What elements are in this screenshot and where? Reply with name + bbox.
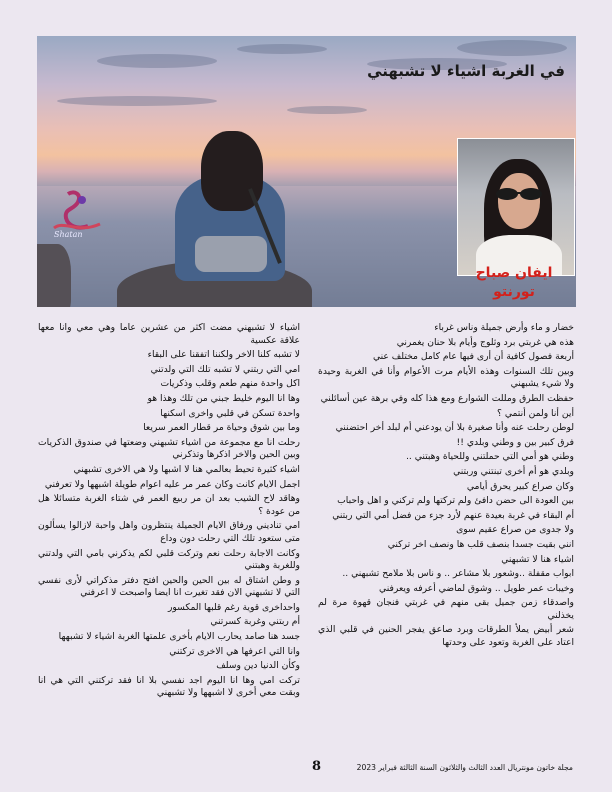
paragraph: أين أنا ولمن أنتمي ؟: [497, 407, 574, 419]
paragraph: واصدقاء زمن جميل بقى منهم في غربتي فنجان قهوة مرة لم يخذلني: [318, 597, 574, 621]
paragraph: امي التي ربتني لا تشبه تلك التي ولدتني: [150, 363, 300, 375]
paragraph: واحدة تسكن في قلبي واخرى اسكنها: [160, 407, 300, 419]
paragraph: وخيبات عمر طويل .. وشوق لماضي أعرفه ويعرفني: [379, 582, 574, 594]
paragraph: بين العودة الى حضن دافئ ولم تركتها ولم تركني و اهل واحباب: [337, 495, 574, 507]
paragraph: أم ربتني وغربة كسرتني: [210, 616, 300, 628]
paragraph: أربعة فصول كافية أن أرى فيها عام كامل مختلف عني: [372, 351, 574, 363]
paragraph: وطني هو أمي التي حملتني وللحياة وهبتني ..: [405, 451, 574, 463]
paragraph: وها انا اليوم خليط جبني من تلك وهذا هو: [147, 392, 300, 404]
paragraph: هذه هي غربتي برد وثلوج وأيام بلا حنان يغمرني: [396, 336, 574, 348]
paragraph: امي تناديني ورفاق الايام الجميلة ينتظرون واهل واحبة لازالوا يسألون متى ستعود تلك التي رحلت دون وداع: [38, 520, 300, 544]
paragraph: فرق كبير بين و وطني وبلدي !!: [456, 436, 574, 448]
author-name-line: ايفان صباح: [475, 265, 553, 281]
paragraph: ابواب مقفلة ..وشعور بلا مشاعر .. و ناس بلا ملامح تشبهني ..: [342, 568, 574, 580]
page-footer: مجلة خاتون مونتريال العدد الثالث والثلاثون السنة الثالثة فبراير 2023: [356, 763, 573, 772]
article-title: في الغربة اشياء لا تشبهني: [367, 62, 565, 80]
paragraph: واحداخرى قوية رغم قلبها المكسور: [168, 601, 300, 613]
paragraph: ولا جدوى من صراع عقيم سوى: [456, 524, 574, 536]
magazine-logo: [44, 190, 114, 252]
paragraph: لا تشبه كلنا الاخر ولكننا اتفقنا على البقاء: [147, 349, 300, 361]
paragraph: جسد هنا صامد يحارب الايام بأخرى علمتها الغربة اشياء لا تشبهها: [58, 631, 300, 643]
rock: [37, 244, 71, 307]
paragraph: وكان صراع كبير يحرق أيامي: [466, 480, 574, 492]
paragraph: أم البقاء في غربة بعيدة عنهم لأرد جزء من فضل أمي التي ربتني: [332, 509, 574, 521]
paragraph: تركت امي وها انا اليوم اجد نفسي بلا انا فقد تركتني التي هي انا وبقت معي أخرى لا اشبهها ولا تشبهني: [38, 674, 300, 699]
text-column-right: [318, 322, 574, 652]
paragraph: انني بقيت جسدا بنصف قلب ها ونصف اخر تركني: [387, 538, 574, 550]
author-name: [455, 264, 573, 302]
paragraph: وما بين شوق وحياة مر قطار العمر سريعا: [143, 422, 300, 434]
paragraph: اكل واحدة منهم طعم وقلب وذكريات: [160, 378, 300, 390]
paragraph: وكأن الدنيا دين وسلف: [216, 660, 300, 672]
paragraph: لوطن رحلت عنه وأنا صغيرة بلا أن يودعني أم لبلد أخر احتضنني: [335, 422, 574, 434]
author-photo: [457, 138, 575, 276]
logo-text: Shatan: [54, 230, 83, 239]
paragraph: اشياء لا تشبهني مضت اكثر من عشرين عاما وهي معي وانا معها علاقة عكسية: [38, 322, 300, 346]
paragraph: حفظت الطرق ومللت الشوارع ومع هذا كله وفي برهة عين أسائلني: [320, 392, 574, 404]
paragraph: وانا التي اعرفها هي الاخرى تركتني: [169, 645, 300, 657]
paragraph: شعر أبيض يملأ الطرقات وبرد صاعق يفجر الحنين في قلبي الذي اعتاد على الغربة وتعود على وحدتها: [318, 624, 574, 649]
paragraph: وبين تلك السنوات وهذه الأيام مرت الأعوام وأنا في الغربة وحيدة ولا شيء يشبهني: [318, 365, 574, 390]
woman-shirt: [195, 236, 267, 272]
paragraph: اشياء هنا لا تشبهني: [501, 553, 574, 565]
text-column-left: [38, 322, 300, 702]
paragraph: وكانت الاجابة رحلت نعم وتركت قلبي لكم يذكرني بامي التي ولدتني وللغربة وهبتني: [38, 547, 300, 572]
paragraph: خضار و ماء وأرض جميلة وناس غرباء: [434, 322, 574, 333]
paragraph: وبلدي هو أم أخرى تبنتني وربتني: [453, 465, 574, 477]
paragraph: اجمل الايام كانت وكان عمر مر عليه اعوام طويلة اشبهها ولا تعرفني: [44, 478, 300, 490]
author-city: تورنتو: [493, 284, 535, 300]
paragraph: اشياء كثيرة تحيط بعالمي هنا لا اشبها ولا هي الاخرى تشبهني: [73, 463, 300, 475]
sunglasses-icon: [494, 187, 544, 201]
paragraph: و وطن اشتاق له بين الحين والحين افتح دفتر مذكراتي لأرى نفسي التي لا تشبهني الان فقد تغيرت انا ايضا واصبحت لا اعرفني: [38, 574, 300, 599]
paragraph: رحلت انا مع مجموعة من اشياء تشبهني وضعتها في صندوق الذكريات وبين الحين والاخر اذكرها وتذكرني: [38, 436, 300, 461]
page-number: 8: [312, 759, 322, 774]
paragraph: وهاقد لاح الشيب بعد ان مر ربيع العمر في شتاء الغربة متسائلا هل من عودة ؟: [38, 493, 300, 517]
